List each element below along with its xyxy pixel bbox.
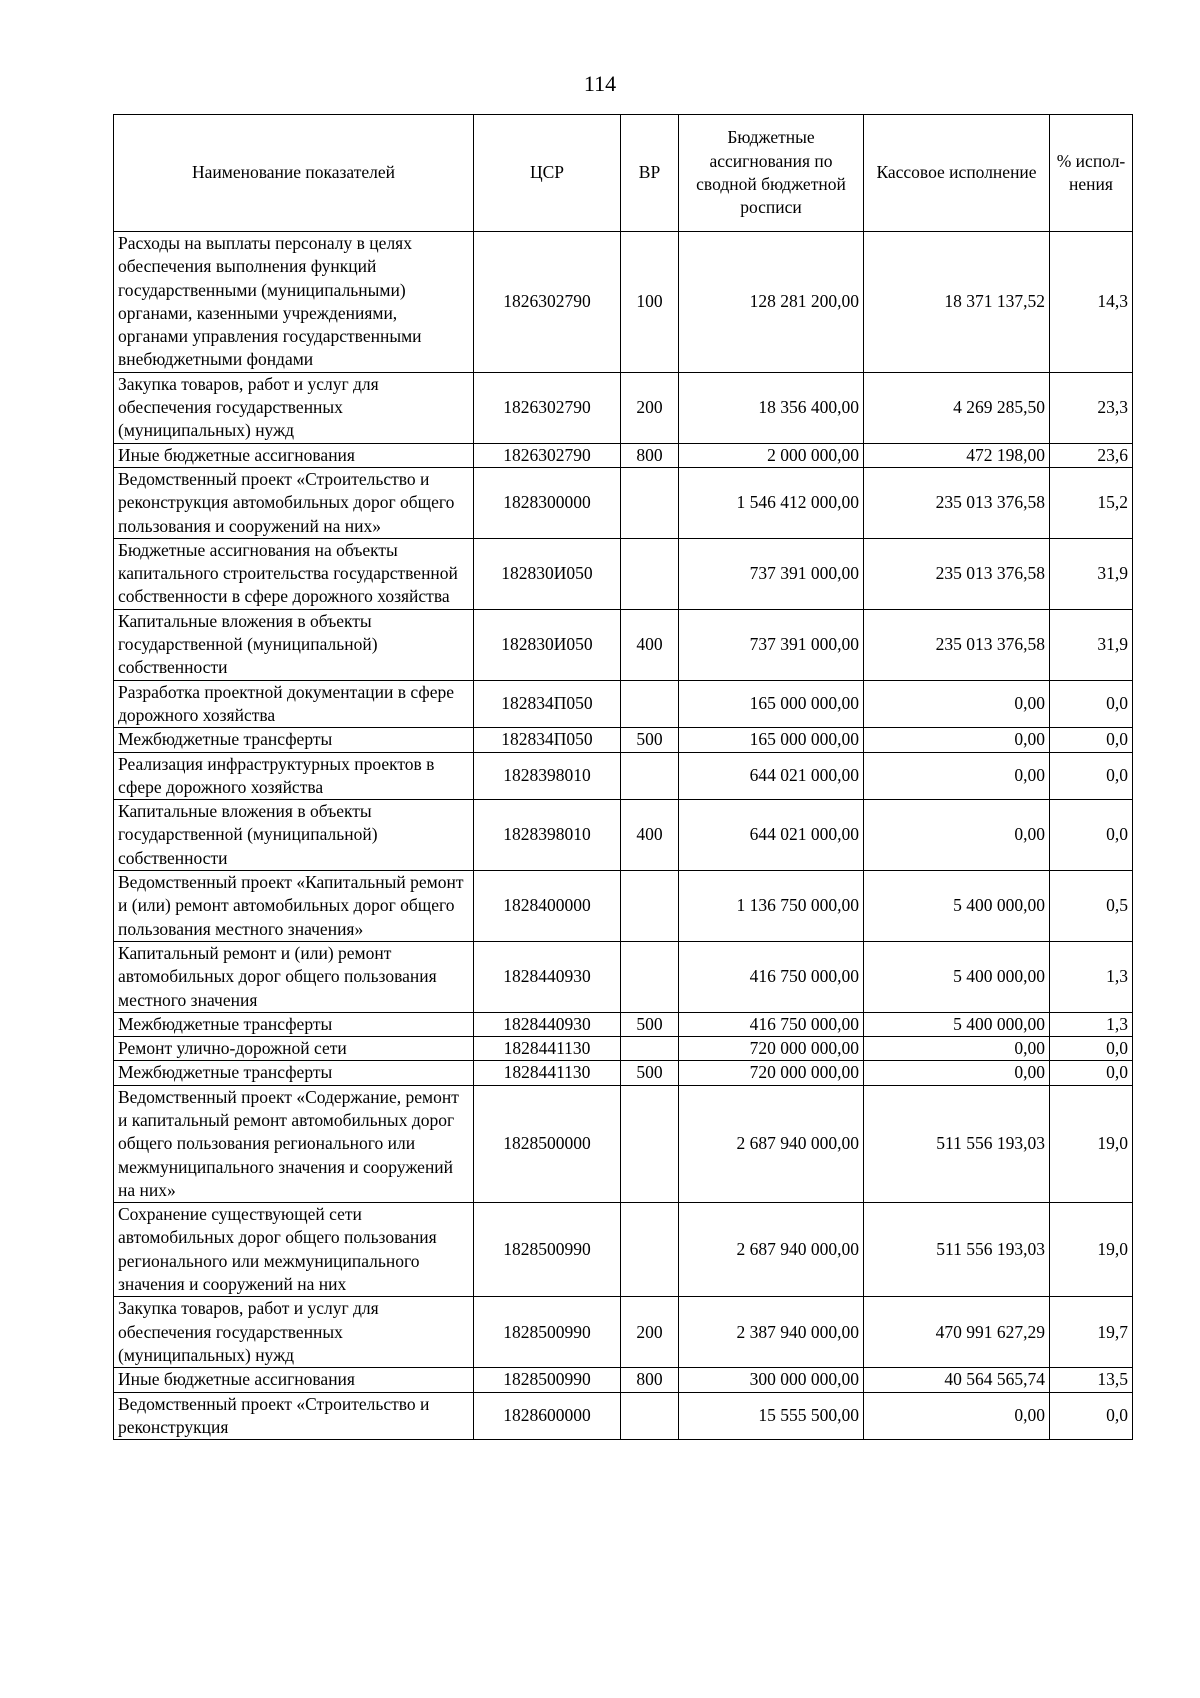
row-name: Закупка товаров, работ и услуг для обеспечения государственных (муниципальных) нужд: [114, 372, 474, 443]
row-execution: 235 013 376,58: [864, 538, 1050, 609]
row-name: Межбюджетные трансферты: [114, 728, 474, 752]
row-csr: 1828500990: [474, 1203, 621, 1297]
row-name: Капитальные вложения в объекты государственной (муниципальной) собственности: [114, 609, 474, 680]
table-row: [114, 680, 1133, 728]
row-name: Сохранение существующей сети автомобильных дорог общего пользования регионального или межмуниципального значения и сооружений на них: [114, 1203, 474, 1297]
row-percent: 13,5: [1050, 1368, 1133, 1392]
table-row: [114, 443, 1133, 467]
row-vr: 800: [621, 443, 679, 467]
table-row: [114, 800, 1133, 871]
table-row: [114, 467, 1133, 538]
row-csr: 1828440930: [474, 941, 621, 1012]
table-row: [114, 1012, 1133, 1036]
row-assignments: 165 000 000,00: [679, 728, 864, 752]
row-execution: 511 556 193,03: [864, 1203, 1050, 1297]
row-vr: [621, 1037, 679, 1061]
row-execution: 511 556 193,03: [864, 1085, 1050, 1202]
row-execution: 0,00: [864, 1392, 1050, 1440]
row-execution: 472 198,00: [864, 443, 1050, 467]
row-assignments: 644 021 000,00: [679, 800, 864, 871]
row-vr: [621, 467, 679, 538]
row-vr: 500: [621, 1061, 679, 1085]
row-vr: [621, 941, 679, 1012]
row-name: Ведомственный проект «Строительство и реконструкция: [114, 1392, 474, 1440]
header-name: Наименование показателей: [114, 115, 474, 232]
row-percent: 0,0: [1050, 1392, 1133, 1440]
row-csr: 182830И050: [474, 609, 621, 680]
row-name: Бюджетные ассигнования на объекты капитального строительства государственной собственности в сфере дорожного хозяйства: [114, 538, 474, 609]
table-header-row: [114, 115, 1133, 232]
table-row: [114, 941, 1133, 1012]
row-name: Разработка проектной документации в сфере дорожного хозяйства: [114, 680, 474, 728]
row-execution: 40 564 565,74: [864, 1368, 1050, 1392]
row-percent: 15,2: [1050, 467, 1133, 538]
row-percent: 1,3: [1050, 941, 1133, 1012]
row-assignments: 2 687 940 000,00: [679, 1085, 864, 1202]
row-assignments: 737 391 000,00: [679, 538, 864, 609]
row-percent: 0,0: [1050, 1061, 1133, 1085]
row-execution: 235 013 376,58: [864, 467, 1050, 538]
row-csr: 182830И050: [474, 538, 621, 609]
row-csr: 1826302790: [474, 443, 621, 467]
row-assignments: 416 750 000,00: [679, 1012, 864, 1036]
row-percent: 19,7: [1050, 1297, 1133, 1368]
table-row: [114, 1061, 1133, 1085]
row-name: Ремонт улично-дорожной сети: [114, 1037, 474, 1061]
row-vr: 200: [621, 372, 679, 443]
table-row: [114, 232, 1133, 373]
row-csr: 1828398010: [474, 800, 621, 871]
row-vr: [621, 680, 679, 728]
row-name: Капитальный ремонт и (или) ремонт автомобильных дорог общего пользования местного значения: [114, 941, 474, 1012]
row-assignments: 1 136 750 000,00: [679, 871, 864, 942]
row-percent: 1,3: [1050, 1012, 1133, 1036]
row-percent: 14,3: [1050, 232, 1133, 373]
row-assignments: 720 000 000,00: [679, 1061, 864, 1085]
row-vr: 400: [621, 609, 679, 680]
row-csr: 1826302790: [474, 232, 621, 373]
row-execution: 0,00: [864, 1061, 1050, 1085]
row-name: Реализация инфраструктурных проектов в сфере дорожного хозяйства: [114, 752, 474, 800]
table-row: [114, 728, 1133, 752]
row-percent: 31,9: [1050, 538, 1133, 609]
row-csr: 1828300000: [474, 467, 621, 538]
row-csr: 1828500000: [474, 1085, 621, 1202]
table-row: [114, 871, 1133, 942]
row-percent: 0,0: [1050, 800, 1133, 871]
row-csr: 182834П050: [474, 728, 621, 752]
row-assignments: 2 687 940 000,00: [679, 1203, 864, 1297]
row-execution: 18 371 137,52: [864, 232, 1050, 373]
row-execution: 0,00: [864, 1037, 1050, 1061]
row-csr: 1828440930: [474, 1012, 621, 1036]
row-percent: 19,0: [1050, 1203, 1133, 1297]
row-execution: 5 400 000,00: [864, 871, 1050, 942]
row-vr: 400: [621, 800, 679, 871]
row-assignments: 1 546 412 000,00: [679, 467, 864, 538]
row-percent: 31,9: [1050, 609, 1133, 680]
row-percent: 19,0: [1050, 1085, 1133, 1202]
row-vr: 800: [621, 1368, 679, 1392]
row-percent: 0,0: [1050, 680, 1133, 728]
row-assignments: 128 281 200,00: [679, 232, 864, 373]
row-name: Закупка товаров, работ и услуг для обеспечения государственных (муниципальных) нужд: [114, 1297, 474, 1368]
row-assignments: 165 000 000,00: [679, 680, 864, 728]
page-number: 114: [583, 71, 617, 96]
row-vr: [621, 1392, 679, 1440]
row-name: Ведомственный проект «Содержание, ремонт и капитальный ремонт автомобильных дорог общего пользования регионального или межмуниципального значения и сооружений на них»: [114, 1085, 474, 1202]
row-csr: 1828441130: [474, 1061, 621, 1085]
row-percent: 0,0: [1050, 1037, 1133, 1061]
table-row: [114, 538, 1133, 609]
row-name: Ведомственный проект «Строительство и реконструкция автомобильных дорог общего пользования и сооружений на них»: [114, 467, 474, 538]
row-vr: [621, 538, 679, 609]
budget-execution-table: [113, 114, 1133, 1440]
row-percent: 0,5: [1050, 871, 1133, 942]
header-csr: ЦСР: [474, 115, 621, 232]
row-name: Межбюджетные трансферты: [114, 1012, 474, 1036]
row-name: Иные бюджетные ассигнования: [114, 443, 474, 467]
table-row: [114, 1203, 1133, 1297]
row-vr: [621, 871, 679, 942]
row-execution: 0,00: [864, 800, 1050, 871]
row-assignments: 18 356 400,00: [679, 372, 864, 443]
row-percent: 0,0: [1050, 728, 1133, 752]
row-csr: 1828400000: [474, 871, 621, 942]
header-assignments: Бюджетные ассигнования по сводной бюджетной росписи: [679, 115, 864, 232]
row-assignments: 720 000 000,00: [679, 1037, 864, 1061]
row-name: Ведомственный проект «Капитальный ремонт и (или) ремонт автомобильных дорог общего пользования местного значения»: [114, 871, 474, 942]
row-name: Иные бюджетные ассигнования: [114, 1368, 474, 1392]
row-vr: 200: [621, 1297, 679, 1368]
row-vr: [621, 1085, 679, 1202]
row-assignments: 2 000 000,00: [679, 443, 864, 467]
row-vr: 100: [621, 232, 679, 373]
row-csr: 1828500990: [474, 1297, 621, 1368]
row-name: Межбюджетные трансферты: [114, 1061, 474, 1085]
row-csr: 1828398010: [474, 752, 621, 800]
table-row: [114, 1037, 1133, 1061]
row-execution: 4 269 285,50: [864, 372, 1050, 443]
row-execution: 0,00: [864, 680, 1050, 728]
row-name: Расходы на выплаты персоналу в целях обеспечения выполнения функций государственными (муниципальными) органами, казенными учреждениями, органами управления государственными внебюджетными фондами: [114, 232, 474, 373]
table-row: [114, 752, 1133, 800]
header-vr: ВР: [621, 115, 679, 232]
row-csr: 182834П050: [474, 680, 621, 728]
row-vr: 500: [621, 728, 679, 752]
row-execution: 0,00: [864, 752, 1050, 800]
row-name: Капитальные вложения в объекты государственной (муниципальной) собственности: [114, 800, 474, 871]
table-row: [114, 1392, 1133, 1440]
row-csr: 1828441130: [474, 1037, 621, 1061]
row-assignments: 737 391 000,00: [679, 609, 864, 680]
row-execution: 5 400 000,00: [864, 941, 1050, 1012]
row-execution: 235 013 376,58: [864, 609, 1050, 680]
row-vr: [621, 1203, 679, 1297]
table-row: [114, 372, 1133, 443]
row-assignments: 15 555 500,00: [679, 1392, 864, 1440]
table-row: [114, 1085, 1133, 1202]
row-assignments: 644 021 000,00: [679, 752, 864, 800]
header-percent: % испол-нения: [1050, 115, 1133, 232]
header-execution: Кассовое исполнение: [864, 115, 1050, 232]
row-csr: 1828600000: [474, 1392, 621, 1440]
row-execution: 0,00: [864, 728, 1050, 752]
table-row: [114, 1368, 1133, 1392]
table-row: [114, 609, 1133, 680]
row-percent: 0,0: [1050, 752, 1133, 800]
table-body: [114, 232, 1133, 1440]
row-vr: [621, 752, 679, 800]
row-execution: 470 991 627,29: [864, 1297, 1050, 1368]
row-percent: 23,6: [1050, 443, 1133, 467]
row-assignments: 300 000 000,00: [679, 1368, 864, 1392]
row-assignments: 2 387 940 000,00: [679, 1297, 864, 1368]
row-assignments: 416 750 000,00: [679, 941, 864, 1012]
row-execution: 5 400 000,00: [864, 1012, 1050, 1036]
row-percent: 23,3: [1050, 372, 1133, 443]
row-csr: 1828500990: [474, 1368, 621, 1392]
row-vr: 500: [621, 1012, 679, 1036]
row-csr: 1826302790: [474, 372, 621, 443]
table-row: [114, 1297, 1133, 1368]
